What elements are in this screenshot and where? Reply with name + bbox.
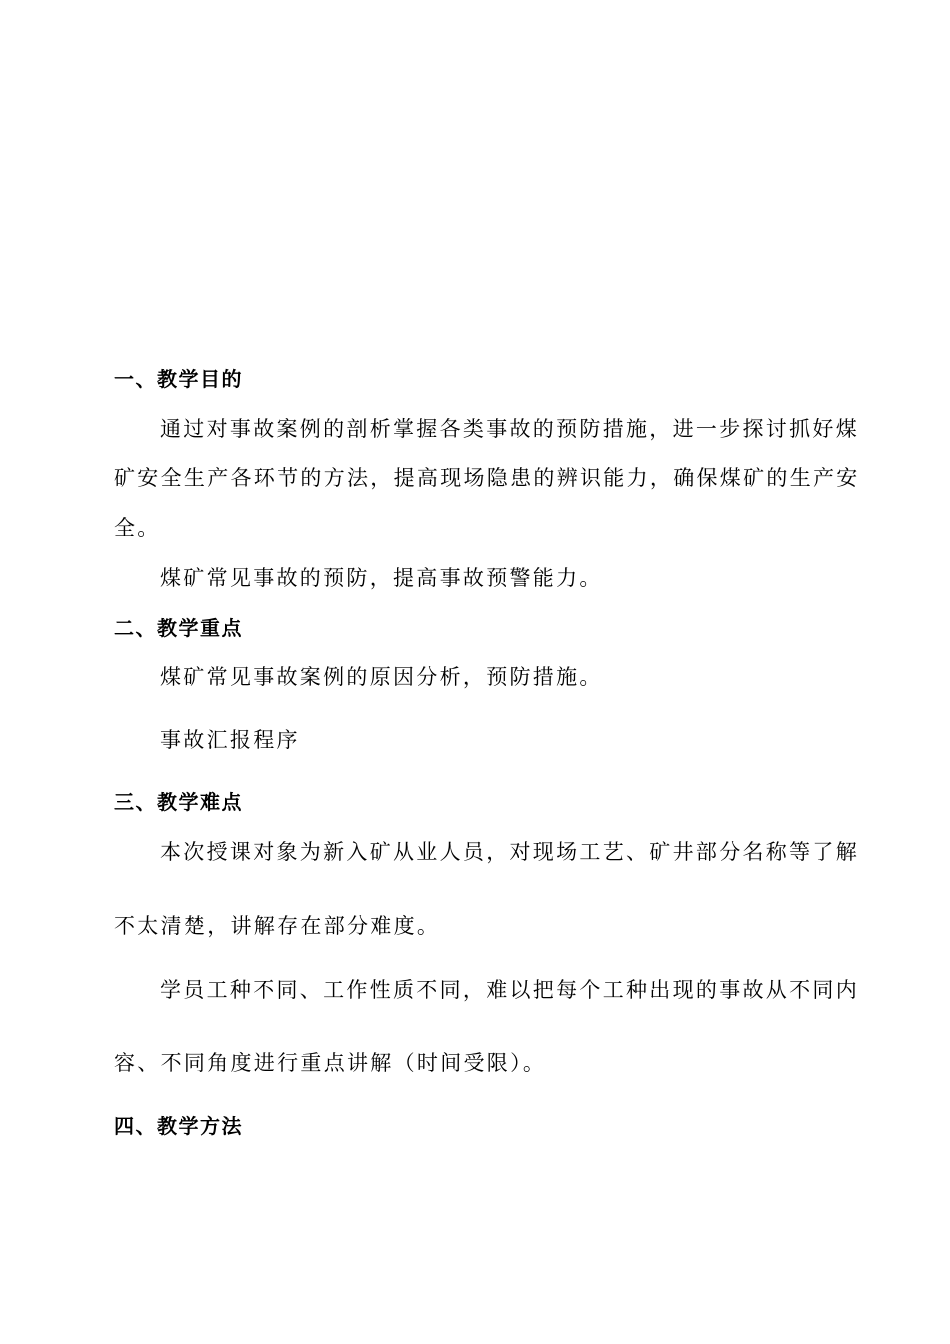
- paragraph-line: 煤矿常见事故案例的原因分析，预防措施。: [160, 665, 603, 689]
- paragraph-line: 事故汇报程序: [160, 728, 300, 752]
- paragraph-line: 全。: [114, 516, 161, 540]
- paragraph-line: 矿安全生产各环节的方法，提高现场隐患的辨识能力，确保煤矿的生产安: [114, 466, 860, 490]
- paragraph-line: 容、不同角度进行重点讲解（时间受限）。: [114, 1051, 547, 1075]
- paragraph-line: 通过对事故案例的剖析掌握各类事故的预防措施，进一步探讨抓好煤: [160, 417, 859, 441]
- paragraph-line: 学员工种不同、工作性质不同，难以把每个工种出现的事故从不同内: [160, 978, 859, 1002]
- section-heading-methods: 四、教学方法: [114, 1114, 243, 1138]
- section-heading-difficulties: 三、教学难点: [114, 790, 243, 814]
- paragraph-line: 不太清楚，讲解存在部分难度。: [114, 914, 441, 938]
- section-heading-key-points: 二、教学重点: [114, 616, 243, 640]
- paragraph-line: 本次授课对象为新入矿从业人员，对现场工艺、矿井部分名称等了解: [160, 840, 859, 864]
- paragraph-line: 煤矿常见事故的预防，提高事故预警能力。: [160, 566, 603, 590]
- section-heading-purpose: 一、教学目的: [114, 367, 243, 391]
